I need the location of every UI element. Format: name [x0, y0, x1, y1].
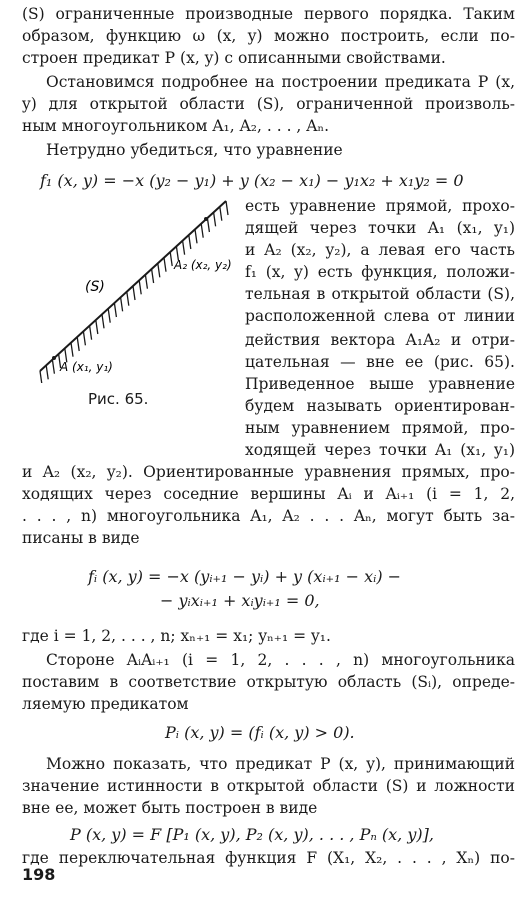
text-line: действия вектора A₁A₂ и отри- [245, 331, 515, 349]
text-line: будем называть ориентирован- [245, 397, 515, 415]
point-a2 [204, 217, 208, 221]
hatch-mark [214, 212, 216, 226]
hatch-mark [46, 365, 48, 379]
hatch-mark [207, 218, 209, 232]
text-line: тельная в открытой области (S), [245, 285, 515, 303]
figure-65 [22, 193, 237, 408]
text-line: цательная — вне ее (рис. 65). [245, 353, 515, 371]
equation-2-line-2: − yᵢxᵢ₊₁ + xᵢyᵢ₊₁ = 0, [160, 591, 320, 610]
text-line: дящей через точки A₁ (x₁, y₁) [245, 219, 515, 237]
text-line: писаны в виде [22, 529, 140, 547]
text-line: f₁ (x, y) есть функция, положи- [245, 263, 515, 281]
hatch-mark [226, 201, 228, 215]
figure-65-drawing [22, 193, 237, 383]
equation-4: P (x, y) = F [P₁ (x, y), P₂ (x, y), . . . , Pₙ (x, y)], [70, 825, 434, 844]
hatch-mark [183, 241, 185, 255]
hatch-mark [139, 280, 141, 294]
hatch-mark [102, 314, 104, 328]
text-line: ходящей через точки A₁ (x₁, y₁) [245, 441, 515, 459]
text-line: Остановимся подробнее на построении предиката P (x, [46, 73, 515, 91]
text-line: и A₂ (x₂, y₂), а левая его часть [245, 241, 515, 259]
hatch-mark [121, 297, 123, 311]
hatch-mark [96, 320, 98, 334]
hatch-mark [152, 269, 154, 283]
hatch-mark [195, 229, 197, 243]
hatch-mark [170, 252, 172, 266]
hatch-mark [127, 292, 129, 306]
text-line: поставим в соответствие открытую область (Sᵢ), опреде- [22, 673, 515, 691]
region-label: (S) [85, 279, 105, 295]
hatch-mark [189, 235, 191, 249]
point-a2-label: A₂ (x₂, y₂) [174, 258, 232, 272]
hatching [40, 201, 228, 383]
text-line: значение истинности в открытой области (S) и ложности [22, 777, 515, 795]
text-line: где i = 1, 2, . . . , n; xₙ₊₁ = x₁; yₙ₊₁ = y₁. [22, 627, 331, 645]
text-line: Стороне AᵢAᵢ₊₁ (i = 1, 2, . . . , n) многоугольника [46, 651, 515, 669]
equation-3: Pᵢ (x, y) = (fᵢ (x, y) > 0). [165, 723, 355, 742]
hatch-mark [220, 207, 222, 221]
text-line: ходящих через соседние вершины Aᵢ и Aᵢ₊₁ (i = 1, 2, [22, 485, 515, 503]
hatch-mark [90, 326, 92, 340]
hatch-mark [40, 371, 42, 383]
hatch-mark [77, 337, 79, 351]
hatch-mark [158, 263, 160, 277]
text-line: где переключательная функция F (X₁, X₂, . . . , Xₙ) по- [22, 849, 515, 867]
text-line: Нетрудно убедиться, что уравнение [46, 141, 343, 159]
hatch-mark [71, 343, 73, 357]
hatch-mark [145, 275, 147, 289]
text-line: строен предикат P (x, y) с описанными свойствами. [22, 49, 446, 67]
point-a1 [52, 356, 56, 360]
text-line: Можно показать, что предикат P (x, y), принимающий [46, 755, 515, 773]
hatch-mark [52, 360, 54, 374]
equation-2-line-1: fᵢ (x, y) = −x (yᵢ₊₁ − yᵢ) + y (xᵢ₊₁ − xᵢ) − [88, 567, 402, 586]
text-line: расположенной слева от линии [245, 307, 515, 325]
text-line: есть уравнение прямой, прохо- [245, 197, 515, 215]
hatch-mark [133, 286, 135, 300]
hatch-mark [164, 258, 166, 272]
figure-caption: Рис. 65. [88, 390, 149, 408]
text-line: ным уравнением прямой, про- [245, 419, 515, 437]
text-line: ным многоугольником A₁, A₂, . . . , Aₙ. [22, 117, 330, 135]
page-number: 198 [22, 865, 56, 884]
text-line: y) для открытой области (S), ограниченной произволь- [22, 95, 515, 113]
text-line: образом, функцию ω (x, y) можно построить, если по- [22, 27, 515, 45]
hatch-mark [201, 224, 203, 238]
text-line: вне ее, может быть построен в виде [22, 799, 318, 817]
point-a1-label: A (x₁, y₁) [60, 360, 113, 374]
hatch-mark [114, 303, 116, 317]
equation-1: f₁ (x, y) = −x (y₂ − y₁) + y (x₂ − x₁) − y₁x₂ + x₁y₂ = 0 [40, 171, 464, 190]
hatch-mark [108, 309, 110, 323]
text-line: (S) ограниченные производные первого порядка. Таким [22, 5, 515, 23]
hatch-mark [83, 331, 85, 345]
text-line: . . . , n) многоугольника A₁, A₂ . . . Aₙ, могут быть за- [22, 507, 515, 525]
text-line: и A₂ (x₂, y₂). Ориентированные уравнения прямых, про- [22, 463, 515, 481]
text-line: Приведенное выше уравнение [245, 375, 515, 393]
text-line: ляемую предикатом [22, 695, 189, 713]
